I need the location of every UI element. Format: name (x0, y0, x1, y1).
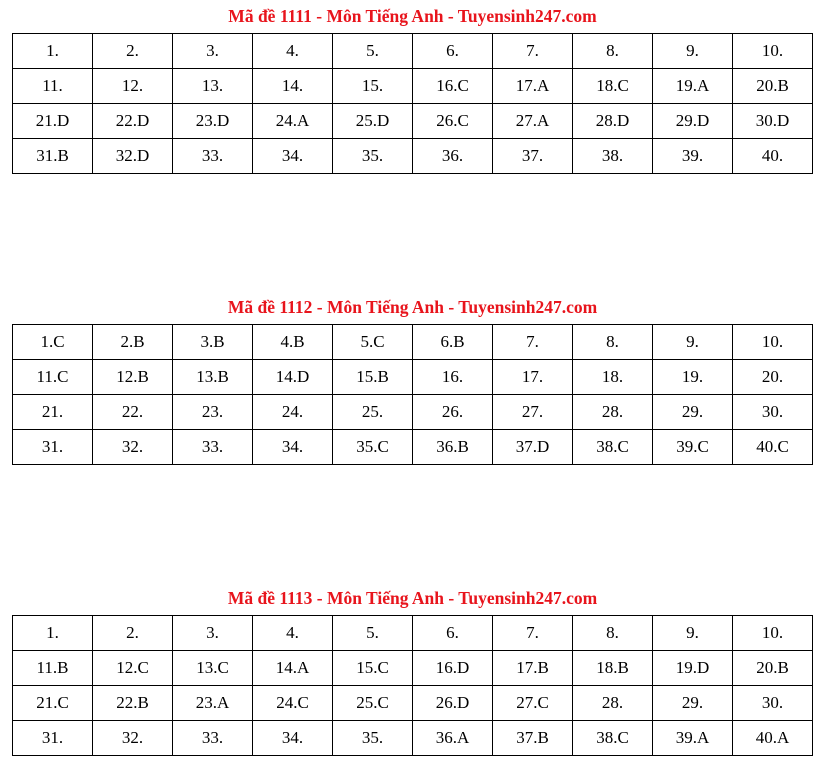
answer-cell: 3. (173, 616, 253, 651)
answer-cell: 8. (573, 325, 653, 360)
table-row (13, 430, 813, 465)
answer-cell: 2. (93, 616, 173, 651)
answer-cell: 31. (13, 430, 93, 465)
answer-cell: 32. (93, 721, 173, 756)
answer-cell: 26.D (413, 686, 493, 721)
answer-cell: 30.D (733, 104, 813, 139)
answer-cell: 20. (733, 360, 813, 395)
answer-cell: 36.A (413, 721, 493, 756)
answer-cell: 35.C (333, 430, 413, 465)
answer-cell: 5.C (333, 325, 413, 360)
answer-cell: 21.C (13, 686, 93, 721)
answer-cell: 3. (173, 34, 253, 69)
answer-cell: 25.C (333, 686, 413, 721)
answer-cell: 20.B (733, 69, 813, 104)
answer-cell: 37. (493, 139, 573, 174)
answer-cell: 11.B (13, 651, 93, 686)
answer-cell: 35. (333, 139, 413, 174)
answer-cell: 6. (413, 34, 493, 69)
answer-cell: 17. (493, 360, 573, 395)
answer-cell: 1.C (13, 325, 93, 360)
answer-cell: 36. (413, 139, 493, 174)
answer-table (12, 615, 813, 756)
answer-cell: 36.B (413, 430, 493, 465)
answer-cell: 31. (13, 721, 93, 756)
answer-cell: 18.C (573, 69, 653, 104)
answer-cell: 2. (93, 34, 173, 69)
answer-cell: 39.C (653, 430, 733, 465)
answer-cell: 14.A (253, 651, 333, 686)
answer-cell: 29. (653, 395, 733, 430)
answer-cell: 27.C (493, 686, 573, 721)
answer-cell: 10. (733, 325, 813, 360)
answer-cell: 16. (413, 360, 493, 395)
answer-cell: 38. (573, 139, 653, 174)
answer-cell: 40.A (733, 721, 813, 756)
answer-cell: 4. (253, 616, 333, 651)
answer-cell: 2.B (93, 325, 173, 360)
answer-cell: 17.B (493, 651, 573, 686)
answer-cell: 7. (493, 616, 573, 651)
answer-cell: 5. (333, 34, 413, 69)
answer-cell: 9. (653, 616, 733, 651)
answer-cell: 15.C (333, 651, 413, 686)
answer-cell: 26. (413, 395, 493, 430)
table-row (13, 104, 813, 139)
answer-cell: 23.A (173, 686, 253, 721)
answer-cell: 28.D (573, 104, 653, 139)
answer-cell: 35. (333, 721, 413, 756)
answer-cell: 8. (573, 34, 653, 69)
answer-cell: 27.A (493, 104, 573, 139)
answer-cell: 15.B (333, 360, 413, 395)
answer-cell: 32. (93, 430, 173, 465)
table-row (13, 395, 813, 430)
answer-cell: 32.D (93, 139, 173, 174)
answer-cell: 4. (253, 34, 333, 69)
answer-table (12, 33, 813, 174)
table-row (13, 360, 813, 395)
table-row (13, 34, 813, 69)
answer-cell: 12.B (93, 360, 173, 395)
answer-cell: 27. (493, 395, 573, 430)
answer-cell: 25. (333, 395, 413, 430)
answer-cell: 29. (653, 686, 733, 721)
answer-cell: 30. (733, 686, 813, 721)
answer-cell: 25.D (333, 104, 413, 139)
answer-cell: 34. (253, 139, 333, 174)
answer-cell: 4.B (253, 325, 333, 360)
answer-cell: 1. (13, 616, 93, 651)
answer-cell: 22.D (93, 104, 173, 139)
table-row (13, 69, 813, 104)
answer-cell: 10. (733, 34, 813, 69)
answer-cell: 37.B (493, 721, 573, 756)
answer-cell: 6.B (413, 325, 493, 360)
section-title: Mã đề 1113 - Môn Tiếng Anh - Tuyensinh247.com (227, 588, 598, 608)
answer-cell: 3.B (173, 325, 253, 360)
answer-cell: 1. (13, 34, 93, 69)
answer-cell: 21.D (13, 104, 93, 139)
answer-cell: 17.A (493, 69, 573, 104)
answer-cell: 10. (733, 616, 813, 651)
answer-cell: 33. (173, 721, 253, 756)
table-row (13, 651, 813, 686)
answer-cell: 24.C (253, 686, 333, 721)
answer-cell: 14. (253, 69, 333, 104)
answer-cell: 39. (653, 139, 733, 174)
answer-cell: 7. (493, 325, 573, 360)
answer-cell: 29.D (653, 104, 733, 139)
answer-cell: 19.A (653, 69, 733, 104)
table-row (13, 616, 813, 651)
section-title: Mã đề 1112 - Môn Tiếng Anh - Tuyensinh247.com (227, 297, 598, 317)
answer-cell: 13.B (173, 360, 253, 395)
answer-cell: 12.C (93, 651, 173, 686)
answer-cell: 38.C (573, 721, 653, 756)
answer-cell: 23.D (173, 104, 253, 139)
answer-cell: 23. (173, 395, 253, 430)
answer-cell: 22.B (93, 686, 173, 721)
answer-cell: 40. (733, 139, 813, 174)
answer-cell: 28. (573, 686, 653, 721)
answer-cell: 24. (253, 395, 333, 430)
answer-cell: 18. (573, 360, 653, 395)
answer-cell: 14.D (253, 360, 333, 395)
answer-cell: 6. (413, 616, 493, 651)
answer-cell: 38.C (573, 430, 653, 465)
answer-cell: 21. (13, 395, 93, 430)
answer-cell: 18.B (573, 651, 653, 686)
answer-cell: 13. (173, 69, 253, 104)
answer-cell: 15. (333, 69, 413, 104)
answer-cell: 11. (13, 69, 93, 104)
table-row (13, 686, 813, 721)
answer-cell: 22. (93, 395, 173, 430)
answer-cell: 11.C (13, 360, 93, 395)
answer-cell: 7. (493, 34, 573, 69)
answer-cell: 20.B (733, 651, 813, 686)
answer-cell: 19.D (653, 651, 733, 686)
answer-cell: 19. (653, 360, 733, 395)
answer-cell: 13.C (173, 651, 253, 686)
answer-cell: 8. (573, 616, 653, 651)
answer-cell: 33. (173, 139, 253, 174)
table-row (13, 721, 813, 756)
answer-table (12, 324, 813, 465)
answer-cell: 24.A (253, 104, 333, 139)
answer-cell: 34. (253, 721, 333, 756)
answer-cell: 30. (733, 395, 813, 430)
answer-cell: 9. (653, 325, 733, 360)
table-row (13, 139, 813, 174)
answer-cell: 26.C (413, 104, 493, 139)
answer-cell: 39.A (653, 721, 733, 756)
answer-cell: 5. (333, 616, 413, 651)
table-row (13, 325, 813, 360)
answer-cell: 12. (93, 69, 173, 104)
answer-cell: 37.D (493, 430, 573, 465)
answer-cell: 16.D (413, 651, 493, 686)
answer-cell: 31.B (13, 139, 93, 174)
answer-cell: 16.C (413, 69, 493, 104)
answer-cell: 33. (173, 430, 253, 465)
answer-cell: 40.C (733, 430, 813, 465)
answer-cell: 9. (653, 34, 733, 69)
answer-cell: 28. (573, 395, 653, 430)
answer-cell: 34. (253, 430, 333, 465)
section-title: Mã đề 1111 - Môn Tiếng Anh - Tuyensinh247.com (228, 6, 597, 26)
